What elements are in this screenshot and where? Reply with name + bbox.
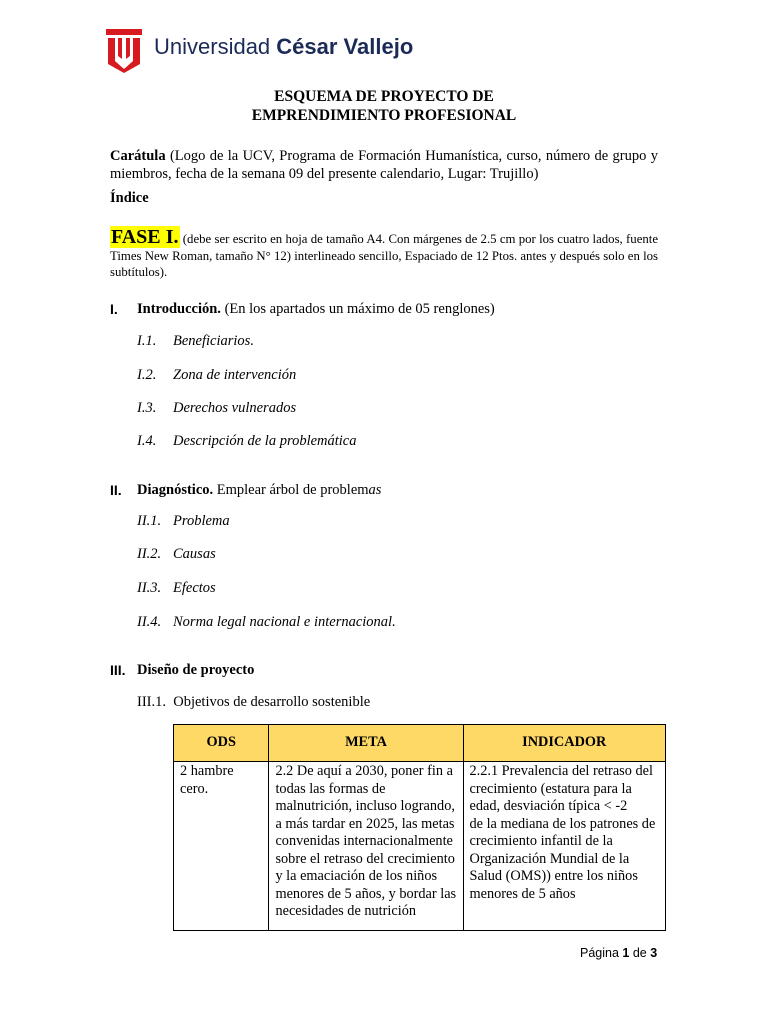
header-indicador: INDICADOR	[463, 725, 665, 762]
list-item: I.3. Derechos vulnerados	[137, 400, 297, 416]
header-ods: ODS	[174, 725, 269, 762]
caratula-paragraph	[110, 147, 658, 183]
fase-paragraph	[110, 226, 658, 280]
caratula-text: (Logo de la UCV, Programa de Formación Humanística, curso, número de grupo y miembros, fecha de la semana 09 del presente calendario, Lugar: Trujillo)	[110, 148, 658, 182]
section-1-heading: Introducción. (En los apartados un máximo de 05 renglones)	[137, 301, 495, 317]
fase-text: (debe ser escrito en hoja de tamaño A4. Con márgenes de 2.5 cm por los cuatro lados, fuente Times New Roman, tamaño N° 12) interlineado sencillo, Espaciado de 12 Ptos. antes y después solo en los subtítulos).	[110, 232, 659, 279]
header-meta: META	[269, 725, 463, 762]
section-3-number: III.	[110, 662, 126, 678]
ods-table	[173, 724, 666, 931]
table-header-row	[174, 725, 666, 762]
cell-indicador: 2.2.1 Prevalencia del retraso del crecimiento (estatura para la edad, desviación típica < -2 de la mediana de los patrones de crecimiento infantil de la Organización Mundial de la Salud (OMS)) entre los niños menores de 5 años	[463, 762, 665, 931]
university-name: Universidad César Vallejo	[154, 34, 414, 59]
fase-label: FASE I.	[111, 226, 179, 248]
list-item: I.1. Beneficiarios.	[137, 333, 254, 349]
ucv-shield-icon	[106, 29, 142, 73]
section-3-heading: Diseño de proyecto	[137, 662, 255, 678]
table-row	[174, 762, 666, 931]
caratula-label: Carátula	[110, 148, 166, 164]
section-3-subheading: III.1. Objetivos de desarrollo sostenible	[137, 694, 371, 710]
title-line-2: EMPRENDIMIENTO PROFESIONAL	[251, 107, 517, 124]
list-item: I.4. Descripción de la problemática	[137, 433, 357, 449]
document-title	[110, 87, 658, 125]
list-item: II.2. Causas	[137, 546, 216, 562]
cell-meta: 2.2 De aquí a 2030, poner fin a todas las formas de malnutrición, incluso logrando, a más tardar en 2025, las metas convenidas internacionalmente sobre el retraso del crecimiento y la emaciación de los niños menores de 5 años, y bordar las necesidades de nutrición	[269, 762, 463, 931]
page-number: Página 1 de 3	[580, 946, 658, 960]
indice-heading: Índice	[110, 190, 149, 206]
list-item: II.3. Efectos	[137, 580, 216, 596]
section-2-number: II.	[110, 482, 122, 498]
list-item: II.1. Problema	[137, 513, 230, 529]
list-item: II.4. Norma legal nacional e internacional.	[137, 614, 396, 630]
section-2-heading: Diagnóstico. Emplear árbol de problemas	[137, 482, 382, 498]
list-item: I.2. Zona de intervención	[137, 367, 297, 383]
title-line-1: ESQUEMA DE PROYECTO DE	[274, 88, 494, 105]
section-1-number: I.	[110, 301, 118, 317]
ucv-logo	[106, 29, 414, 73]
cell-ods: 2 hambre cero.	[174, 762, 269, 931]
